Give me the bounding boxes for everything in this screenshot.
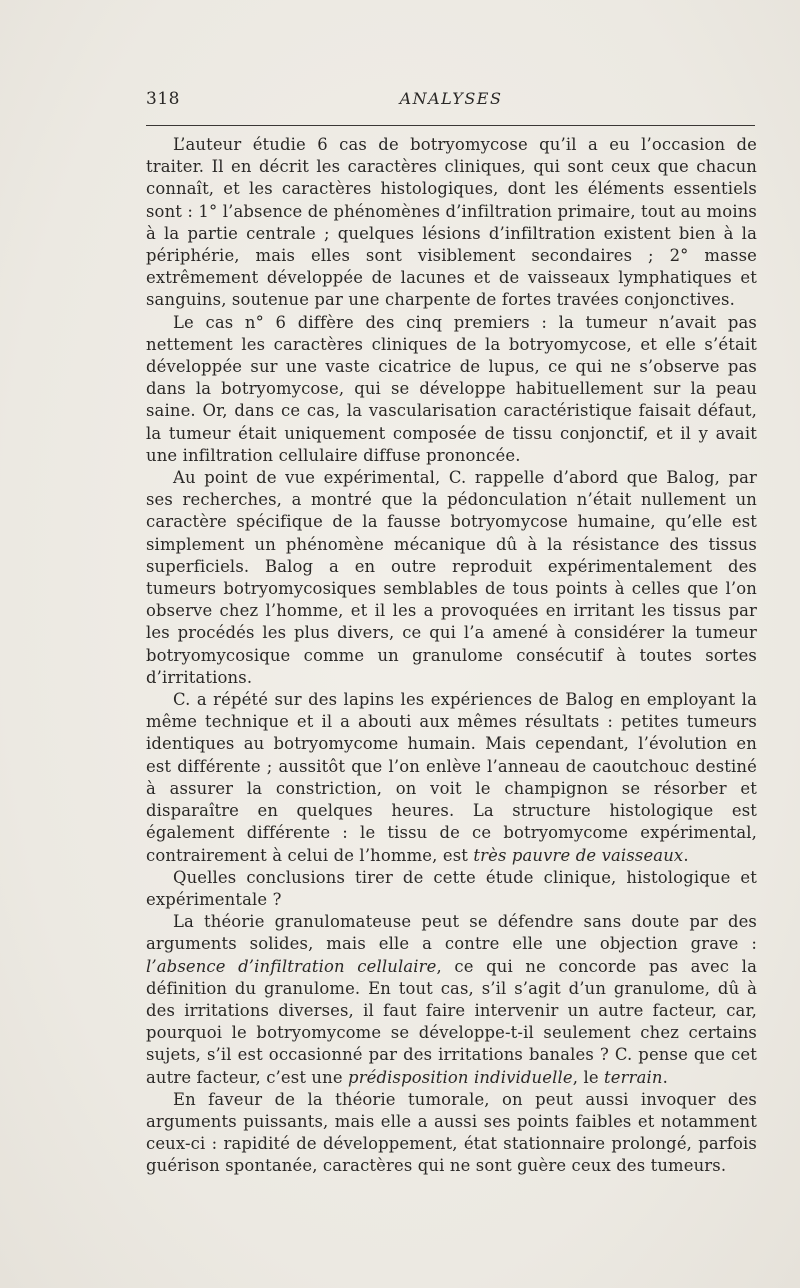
paragraph-4-text: C. a répété sur des lapins les expériences de Balog en employant la même technique et il a abouti aux mêmes résultats : petites tumeurs identiques au botryomycome humain. Mais cependant, l’évolution en est différente ; aussitôt que l’on enlève l’anneau de caoutchouc destiné à assurer la constriction, on voit le champignon se résorber et disparaître en quelques heures. La structure histologique est également différente : le tissu de ce botryomycome expérimental, contrairement à celui de l’homme, est xyxy=(146,690,757,865)
page-header xyxy=(146,89,756,113)
paragraph-4 xyxy=(146,689,757,867)
paragraph-7: En faveur de la théorie tumorale, on peut aussi invoquer des arguments puissants, mais elle a aussi ses points faibles et notamment ceux-ci : rapidité de développement, état stationnaire prolongé, parfois guérison spontanée, caractères qui ne sont guère ceux des tumeurs. xyxy=(146,1089,757,1176)
emphasis-tres-pauvre: très pauvre de vaisseaux xyxy=(473,845,684,865)
paragraph-1: L’auteur étudie 6 cas de botryomycose qu’il a eu l’occasion de traiter. Il en décrit les caractères cliniques, qui sont ceux que chacun connaît, et les caractères histologiques, dont les éléments essentiels sont : 1° l’absence de phénomènes d’infiltration primaire, tout au moins à la partie centrale ; quelques lésions d’infiltration existent bien à la périphérie, mais elles sont visiblement secondaires ; 2° masse extrêmement développée de lacunes et de vaisseaux lymphatiques et sanguins, soutenue par une charpente de fortes travées conjonctives. xyxy=(146,135,757,310)
paragraph-4-end: . xyxy=(683,845,689,865)
paragraph-6-middle-2: , le xyxy=(572,1067,605,1087)
paragraph-6 xyxy=(146,911,757,1089)
page-number: 318 xyxy=(146,89,180,109)
header-rule xyxy=(146,125,755,126)
paragraph-2: Le cas n° 6 diffère des cinq premiers : la tumeur n’avait pas nettement les caractères cliniques de la botryomycose, et elle s’était développée sur une vaste cicatrice de lupus, ce qui ne s’observe pas dans la botryomycose, qui se développe habituellement sur la peau saine. Or, dans ce cas, la vascularisation caractéristique faisait défaut, la tumeur était uniquement composée de tissu conjonctif, et il y avait une infiltration cellulaire diffuse prononcée. xyxy=(146,312,757,465)
paragraph-3: Au point de vue expérimental, C. rappelle d’abord que Balog, par ses recherches, a montré que la pédonculation n’était nullement un caractère spécifique de la fausse botryomycose humaine, qu’elle est simplement un phénomène mécanique dû à la résistance des tissus superficiels. Balog a en outre reproduit expérimentalement des tumeurs botryomycosiques semblables de tous points à celles que l’on observe chez l’homme, et il les a provoquées en irritant les tissus par les procédés les plus divers, ce qui l’a amené à considérer la tumeur botryomycosique comme un granulome consécutif à toutes sortes d’irritations. xyxy=(146,468,757,687)
paragraph-5: Quelles conclusions tirer de cette étude clinique, histologique et expérimentale ? xyxy=(146,867,757,909)
paragraph-6-end: . xyxy=(662,1067,668,1087)
paragraph-6-middle: , ce qui ne concorde pas avec la définition du granulome. En tout cas, s’il s’agit d’un granulome, dû à des irritations diverses, il faut faire intervenir un autre facteur, car, pourquoi le botryomycome se développe-t-il seulement chez certains sujets, s’il est occasionné par des irritations banales ? C. pense que cet autre facteur, c’est une xyxy=(146,956,757,1087)
emphasis-absence-infiltration: l’absence d’infiltration cellulaire xyxy=(146,956,437,976)
running-title: ANALYSES xyxy=(399,89,503,108)
emphasis-terrain: terrain xyxy=(604,1067,663,1087)
body-text xyxy=(146,134,757,1178)
paragraph-6-text: La théorie granulomateuse peut se défendre sans doute par des arguments solides, mais elle a contre elle une objection grave : xyxy=(146,912,757,954)
emphasis-predisposition: prédisposition individuelle xyxy=(348,1067,573,1087)
